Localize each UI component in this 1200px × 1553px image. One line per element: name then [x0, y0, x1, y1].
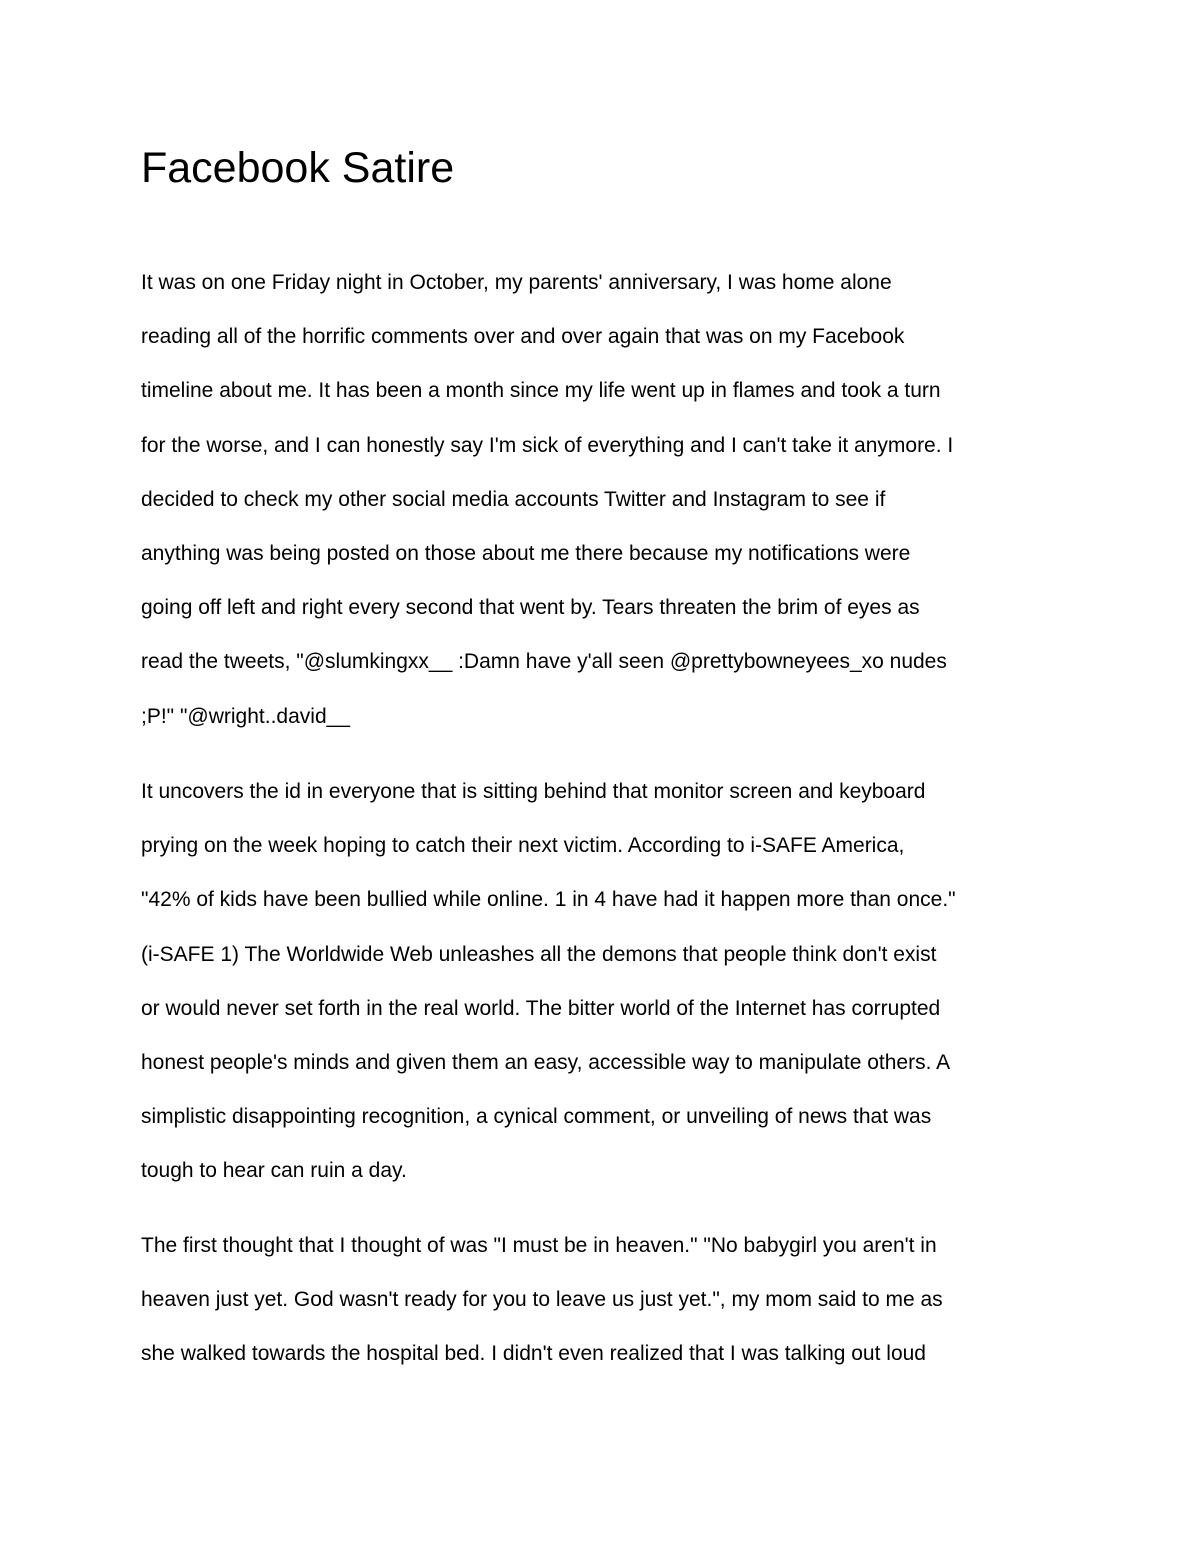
- text-line: going off left and right every second that went by. Tears threaten the brim of eyes as: [141, 596, 920, 620]
- text-line: she walked towards the hospital bed. I didn't even realized that I was talking out loud: [141, 1342, 926, 1366]
- text-line: "42% of kids have been bullied while online. 1 in 4 have had it happen more than once.": [141, 888, 956, 912]
- text-line: or would never set forth in the real world. The bitter world of the Internet has corrupted: [141, 996, 941, 1020]
- text-line: heaven just yet. God wasn't ready for you to leave us just yet.", my mom said to me as: [141, 1288, 943, 1312]
- text-line: (i-SAFE 1) The Worldwide Web unleashes all the demons that people think don't exist: [141, 942, 937, 966]
- text-line: ;P!" "@wright..david__: [141, 704, 350, 728]
- text-line: simplistic disappointing recognition, a cynical comment, or unveiling of news that was: [141, 1105, 932, 1129]
- text-line: prying on the week hoping to catch their next victim. According to i-SAFE America,: [141, 834, 905, 858]
- document-title: Facebook Satire: [141, 144, 455, 192]
- paragraph: [141, 1219, 943, 1382]
- paragraph: [141, 256, 953, 744]
- paragraph: [141, 765, 956, 1199]
- text-line: reading all of the horrific comments over and over again that was on my Facebook: [141, 325, 905, 349]
- text-line: honest people's minds and given them an easy, accessible way to manipulate others. A: [141, 1051, 951, 1075]
- text-line: decided to check my other social media accounts Twitter and Instagram to see if: [141, 487, 886, 511]
- text-line: for the worse, and I can honestly say I'm sick of everything and I can't take it anymore. I: [141, 433, 954, 457]
- text-line: It uncovers the id in everyone that is sitting behind that monitor screen and keyboard: [141, 780, 926, 803]
- text-line: The first thought that I thought of was "I must be in heaven." "No babygirl you aren't in: [141, 1234, 937, 1257]
- text-line: anything was being posted on those about me there because my notifications were: [141, 542, 911, 566]
- text-line: tough to hear can ruin a day.: [141, 1159, 407, 1183]
- text-line: It was on one Friday night in October, my parents' anniversary, I was home alone: [141, 271, 892, 294]
- text-line: read the tweets, "@slumkingxx__ :Damn have y'all seen @prettybowneyees_xo nudes: [141, 650, 947, 674]
- text-line: timeline about me. It has been a month since my life went up in flames and took a turn: [141, 379, 941, 403]
